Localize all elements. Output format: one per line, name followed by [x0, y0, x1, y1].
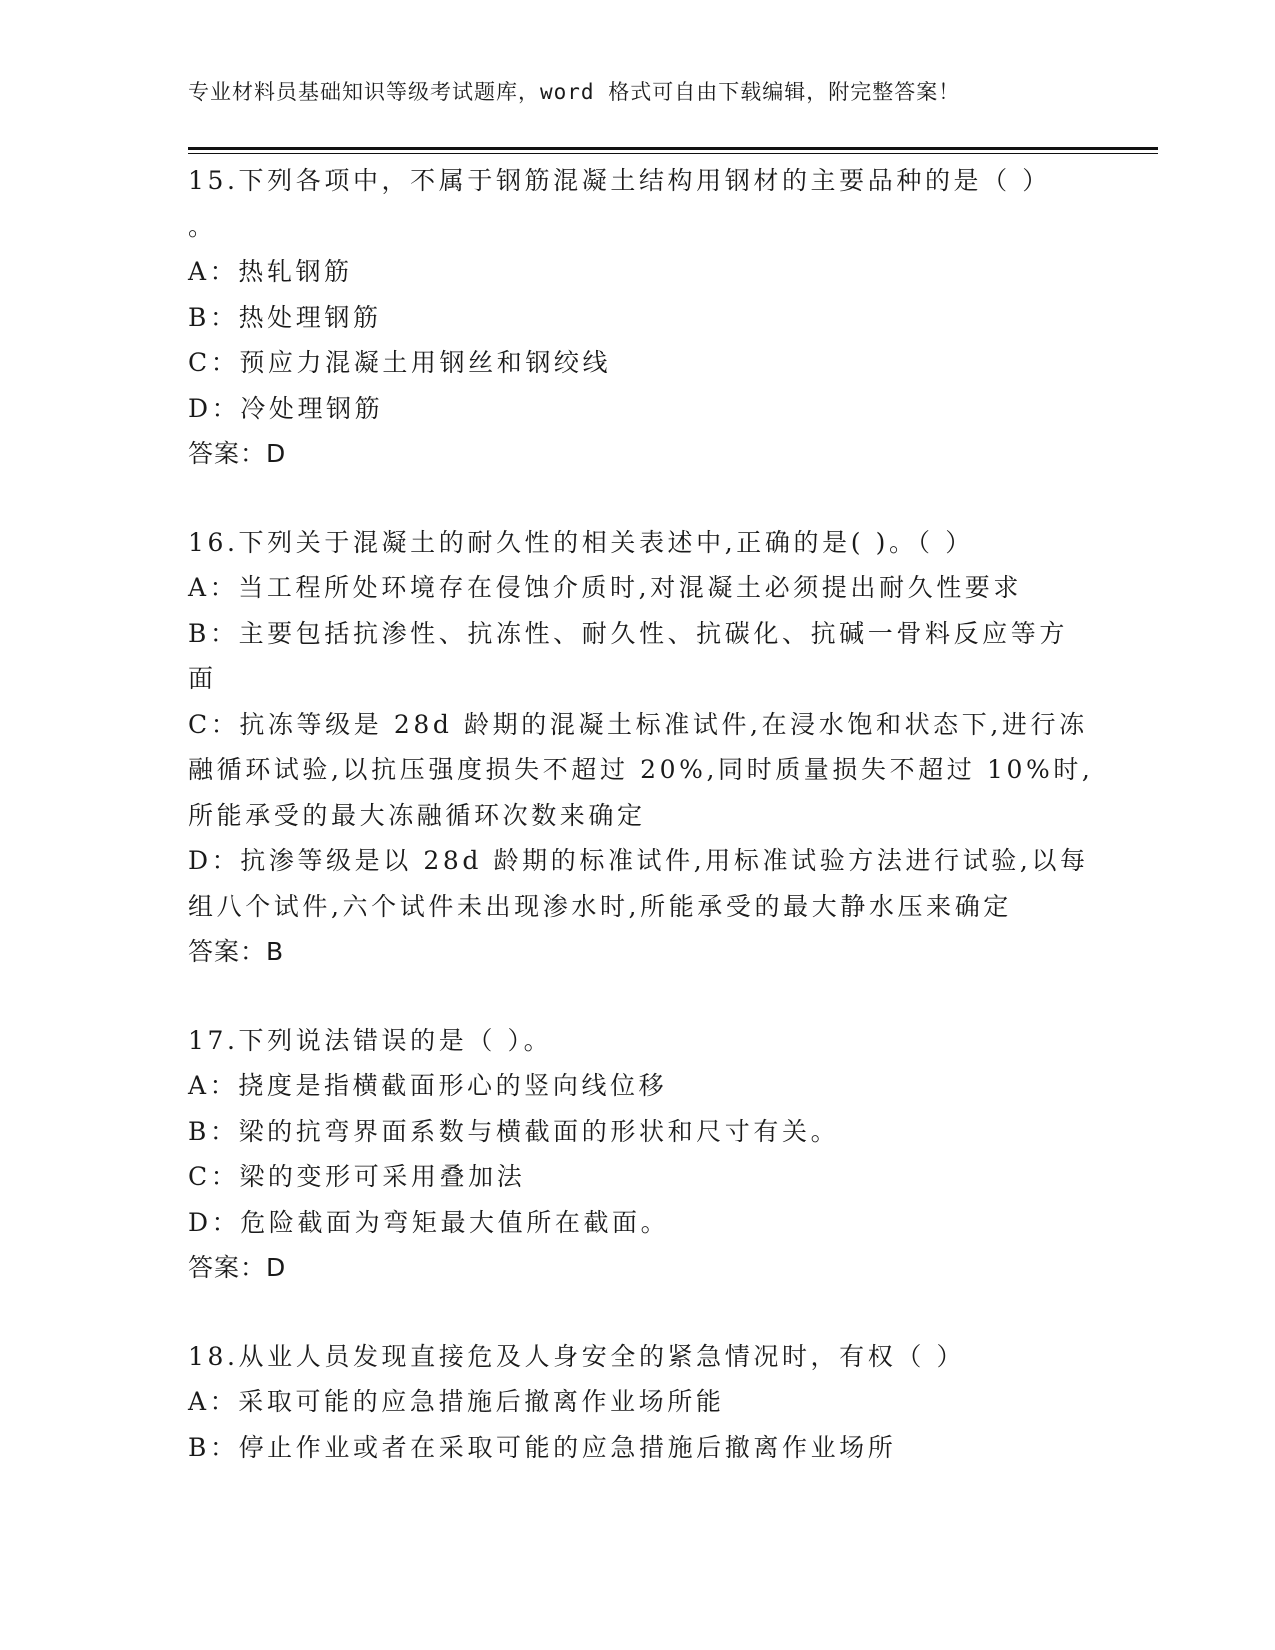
question-stem: 16.下列关于混凝土的耐久性的相关表述中,正确的是( )。（ ）	[188, 527, 974, 557]
answer-line: 答案：D	[188, 439, 287, 468]
option-b-continuation: 面	[188, 664, 217, 693]
question-17	[188, 1018, 1088, 1291]
question-stem: 18.从业人员发现直接危及人身安全的紧急情况时，有权（ ）	[188, 1341, 966, 1371]
question-18	[188, 1334, 1088, 1471]
option-a: A：热轧钢筋	[188, 257, 353, 286]
option-b: B：热处理钢筋	[188, 302, 382, 332]
option-a: A：当工程所处环境存在侵蚀介质时,对混凝土必须提出耐久性要求	[188, 573, 1023, 602]
option-c: C：抗冻等级是 28d 龄期的混凝土标准试件,在浸水饱和状态下,进行冻	[188, 709, 1088, 739]
option-c: C：预应力混凝土用钢丝和钢绞线	[188, 348, 612, 377]
page-header: 专业材料员基础知识等级考试题库，word 格式可自由下载编辑，附完整答案！	[188, 80, 961, 104]
option-a: A：挠度是指横截面形心的竖向线位移	[188, 1071, 668, 1100]
option-d: D：危险截面为弯矩最大值所在截面。	[188, 1207, 670, 1237]
header-divider-thick	[188, 147, 1158, 150]
answer-line: 答案：B	[188, 937, 285, 966]
option-c: C：梁的变形可采用叠加法	[188, 1162, 526, 1191]
option-d-continuation: 组八个试件,六个试件未出现渗水时,所能承受的最大静水压来确定	[188, 891, 1012, 921]
answer-line: 答案：D	[188, 1253, 287, 1282]
question-15	[188, 158, 1088, 477]
option-c-continuation: 所能承受的最大冻融循环次数来确定	[188, 800, 646, 830]
option-b: B：主要包括抗渗性、抗冻性、耐久性、抗碳化、抗碱一骨料反应等方	[188, 618, 1068, 648]
option-b: B：停止作业或者在采取可能的应急措施后撤离作业场所	[188, 1432, 897, 1462]
header-divider-thin	[188, 153, 1158, 154]
option-d: D：冷处理钢筋	[188, 393, 384, 423]
question-stem: 15.下列各项中，不属于钢筋混凝土结构用钢材的主要品种的是（ ）	[188, 166, 1051, 195]
question-stem: 17.下列说法错误的是（ ）。	[188, 1025, 553, 1055]
option-d: D：抗渗等级是以 28d 龄期的标准试件,用标准试验方法进行试验,以每	[188, 846, 1089, 875]
question-list	[188, 158, 1094, 1513]
option-c-continuation: 融循环试验,以抗压强度损失不超过 20%,同时质量损失不超过 10%时,	[188, 755, 1094, 784]
question-16	[188, 520, 1094, 975]
question-stem-continuation: 。	[188, 211, 217, 241]
option-b: B：梁的抗弯界面系数与横截面的形状和尺寸有关。	[188, 1116, 840, 1146]
option-a: A：采取可能的应急措施后撤离作业场所能	[188, 1387, 725, 1416]
